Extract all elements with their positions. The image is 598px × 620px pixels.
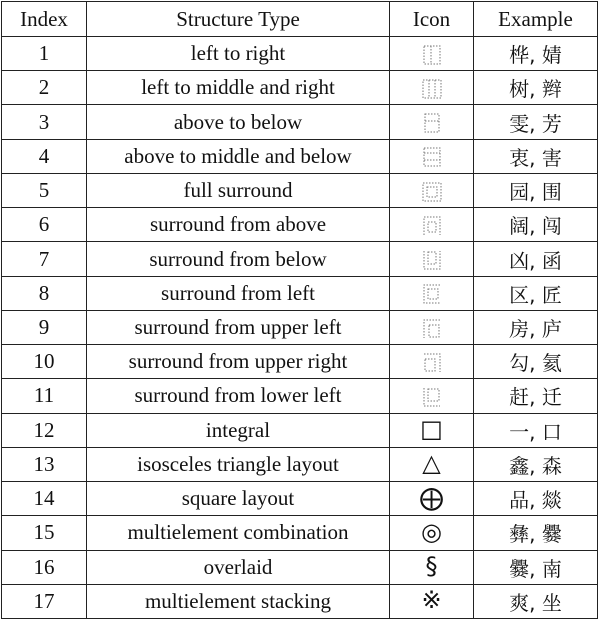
- row-structure-type: multielement stacking: [87, 584, 390, 618]
- row-index: 14: [2, 482, 87, 516]
- row-example: 鑫, 森: [474, 447, 598, 481]
- row-example: 彝, 爨: [474, 516, 598, 550]
- row-icon-cell: [390, 242, 474, 276]
- row-icon-cell: [390, 584, 474, 618]
- row-index: 12: [2, 413, 87, 447]
- row-structure-type: surround from below: [87, 242, 390, 276]
- row-example: 阔, 闯: [474, 208, 598, 242]
- table-row: [2, 276, 598, 310]
- circled-plus-icon: ⨁: [419, 483, 444, 512]
- header-example: Example: [474, 2, 598, 37]
- row-index: 6: [2, 208, 87, 242]
- triangle-icon: △: [422, 449, 441, 478]
- header-index: Index: [2, 2, 87, 37]
- row-structure-type: surround from upper right: [87, 345, 390, 379]
- row-structure-type: isosceles triangle layout: [87, 447, 390, 481]
- row-example: 赶, 迁: [474, 379, 598, 413]
- row-structure-type: full surround: [87, 173, 390, 207]
- reference-mark-icon: ※: [421, 586, 442, 615]
- row-structure-type: above to below: [87, 105, 390, 139]
- row-structure-type: square layout: [87, 482, 390, 516]
- row-icon-cell: [390, 71, 474, 105]
- left-middle-right-icon: [420, 77, 444, 101]
- row-example: 爽, 坐: [474, 584, 598, 618]
- row-icon-cell: [390, 516, 474, 550]
- row-icon-cell: [390, 550, 474, 584]
- table-row: [2, 345, 598, 379]
- table-row: [2, 71, 598, 105]
- row-example: 园, 围: [474, 173, 598, 207]
- row-example: 爨, 南: [474, 550, 598, 584]
- full-surround-icon: [420, 180, 444, 204]
- row-example: 树, 辫: [474, 71, 598, 105]
- surround-lower-left-icon: [420, 385, 444, 409]
- row-structure-type: left to right: [87, 37, 390, 71]
- bullseye-icon: ◎: [421, 517, 442, 546]
- row-structure-type: surround from above: [87, 208, 390, 242]
- table-row: [2, 139, 598, 173]
- row-index: 15: [2, 516, 87, 550]
- left-right-icon: [420, 43, 444, 67]
- table-row: [2, 173, 598, 207]
- row-icon-cell: [390, 276, 474, 310]
- row-icon-cell: [390, 173, 474, 207]
- row-structure-type: above to middle and below: [87, 139, 390, 173]
- table-row: [2, 550, 598, 584]
- row-structure-type: integral: [87, 413, 390, 447]
- row-icon-cell: [390, 413, 474, 447]
- row-structure-type: multielement combination: [87, 516, 390, 550]
- table-row: [2, 310, 598, 344]
- row-icon-cell: [390, 105, 474, 139]
- row-index: 5: [2, 173, 87, 207]
- structure-type-table: [1, 1, 598, 619]
- header-row: [2, 2, 598, 37]
- row-index: 3: [2, 105, 87, 139]
- surround-upper-left-icon: [420, 317, 444, 341]
- table-row: [2, 584, 598, 618]
- above-middle-below-icon: [420, 145, 444, 169]
- table-row: [2, 482, 598, 516]
- square-outline-icon: □: [420, 415, 443, 444]
- row-example: 房, 庐: [474, 310, 598, 344]
- table-row: [2, 105, 598, 139]
- surround-below-icon: [420, 248, 444, 272]
- row-index: 11: [2, 379, 87, 413]
- row-example: 雯, 芳: [474, 105, 598, 139]
- surround-left-icon: [420, 282, 444, 306]
- row-structure-type: left to middle and right: [87, 71, 390, 105]
- header-icon: Icon: [390, 2, 474, 37]
- row-index: 2: [2, 71, 87, 105]
- table-row: [2, 516, 598, 550]
- row-example: 区, 匠: [474, 276, 598, 310]
- row-example: 勾, 氦: [474, 345, 598, 379]
- row-structure-type: surround from lower left: [87, 379, 390, 413]
- row-index: 16: [2, 550, 87, 584]
- table-row: [2, 242, 598, 276]
- row-index: 17: [2, 584, 87, 618]
- header-structure-type: Structure Type: [87, 2, 390, 37]
- row-index: 8: [2, 276, 87, 310]
- row-example: 品, 燚: [474, 482, 598, 516]
- row-example: 凶, 函: [474, 242, 598, 276]
- row-index: 13: [2, 447, 87, 481]
- surround-upper-right-icon: [420, 351, 444, 375]
- row-index: 1: [2, 37, 87, 71]
- row-example: 桦, 婧: [474, 37, 598, 71]
- row-structure-type: surround from upper left: [87, 310, 390, 344]
- above-below-icon: [420, 111, 444, 135]
- row-index: 9: [2, 310, 87, 344]
- row-icon-cell: [390, 310, 474, 344]
- row-structure-type: surround from left: [87, 276, 390, 310]
- row-structure-type: overlaid: [87, 550, 390, 584]
- row-icon-cell: [390, 379, 474, 413]
- row-index: 7: [2, 242, 87, 276]
- table-row: [2, 208, 598, 242]
- row-example: 一, 口: [474, 413, 598, 447]
- row-index: 10: [2, 345, 87, 379]
- row-icon-cell: [390, 208, 474, 242]
- surround-above-icon: [420, 214, 444, 238]
- row-index: 4: [2, 139, 87, 173]
- row-icon-cell: [390, 482, 474, 516]
- table-row: [2, 413, 598, 447]
- table-row: [2, 37, 598, 71]
- row-icon-cell: [390, 447, 474, 481]
- table-row: [2, 379, 598, 413]
- row-icon-cell: [390, 37, 474, 71]
- row-icon-cell: [390, 139, 474, 173]
- row-example: 衷, 害: [474, 139, 598, 173]
- table-row: [2, 447, 598, 481]
- row-icon-cell: [390, 345, 474, 379]
- section-sign-icon: §: [425, 552, 438, 581]
